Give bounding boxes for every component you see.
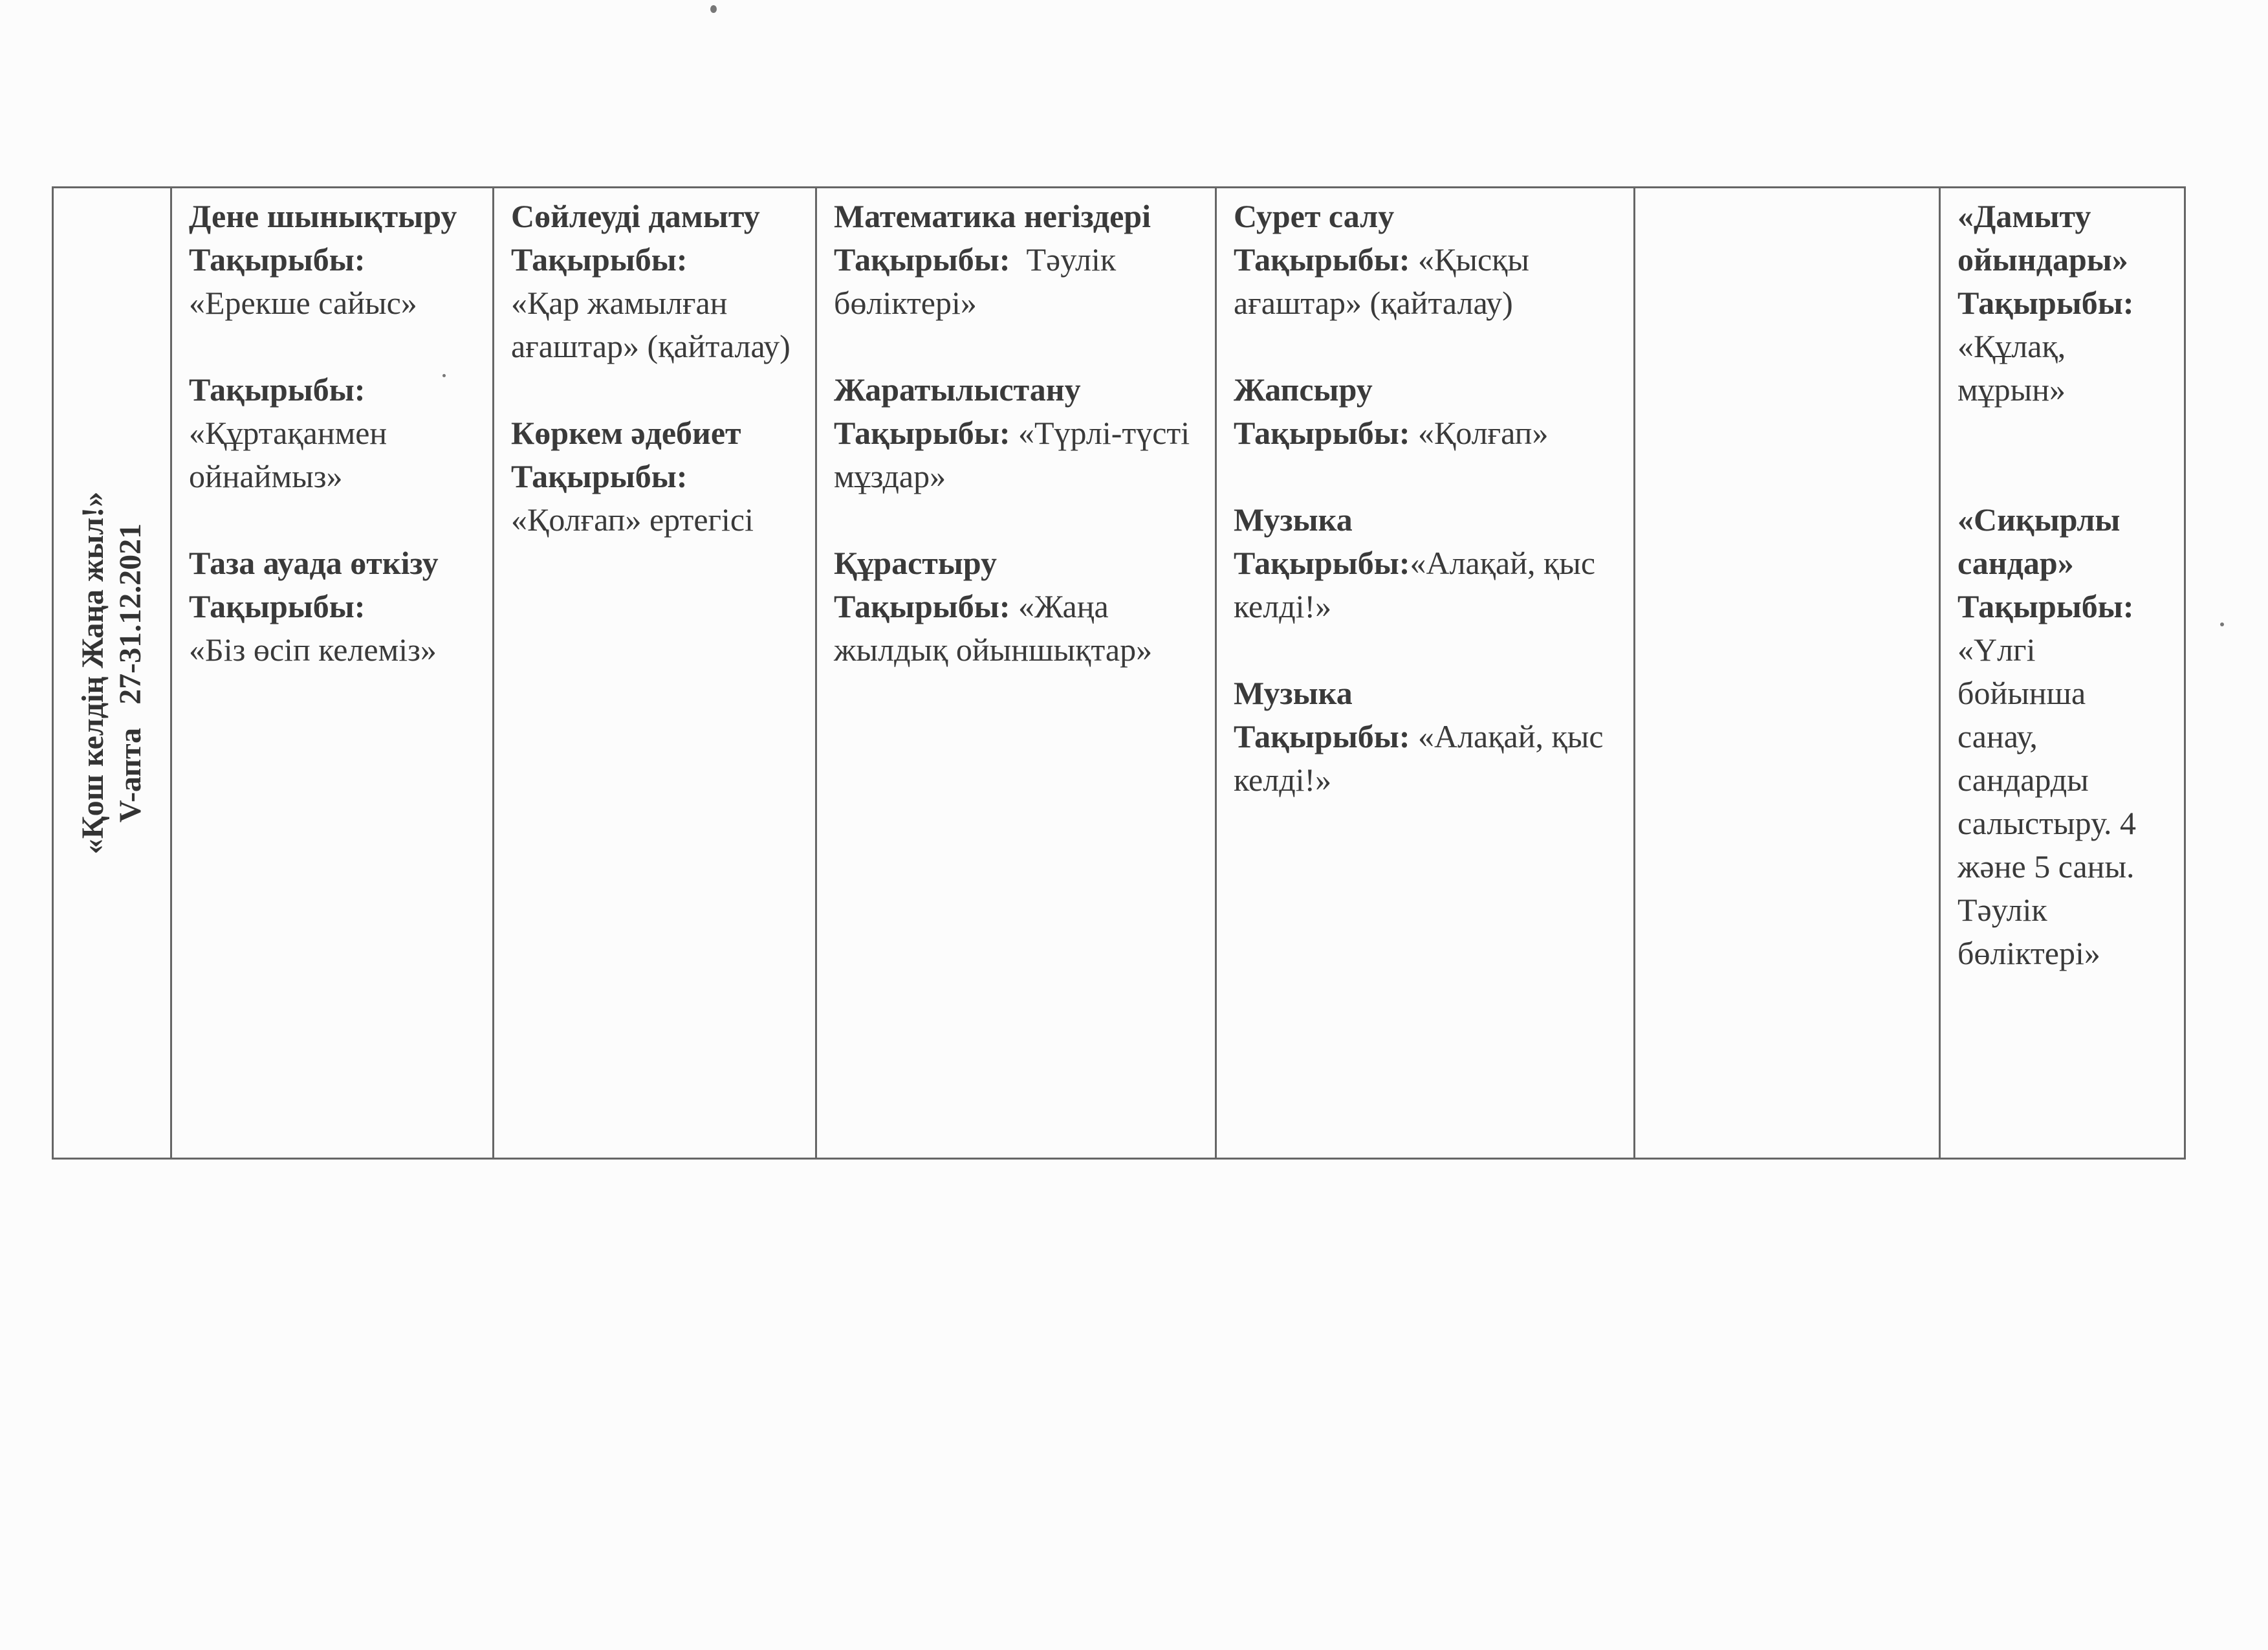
subject-name: Көркем әдебиет	[511, 415, 741, 451]
topic-label: Тақырыбы:	[189, 371, 365, 408]
topic-label: Тақырыбы:	[834, 415, 1010, 451]
day-cell-2	[494, 188, 816, 1159]
subject-name: Сурет салу	[1234, 198, 1395, 234]
subject-name: «Сиқырлы сандар»	[1957, 501, 2121, 581]
subject-name: «Дамыту ойындары»	[1957, 198, 2128, 278]
topic-label: Тақырыбы:	[834, 241, 1010, 278]
topic-label: Тақырыбы:	[189, 241, 365, 278]
lesson-block	[1957, 498, 2168, 975]
subject-name: Сөйлеуді дамыту	[511, 198, 760, 234]
week-label-cell	[53, 188, 171, 1159]
topic-label: Тақырыбы:	[189, 588, 365, 624]
scan-speck	[710, 5, 717, 13]
lesson-block	[1234, 498, 1618, 628]
topic-text: «Түрлі-түсті мұздар»	[834, 415, 1190, 494]
subject-name: Музыка	[1234, 501, 1353, 538]
topic-text: «Құртақанмен ойнаймыз»	[189, 415, 387, 494]
topic-text: «Жаңа жылдық ойыншықтар»	[834, 588, 1153, 668]
weekly-plan-table	[52, 186, 2186, 1160]
subject-name: Таза ауада өткізу	[189, 545, 439, 581]
lesson-block	[511, 412, 800, 542]
lesson-block	[834, 542, 1199, 672]
topic-text: «Алақай, қыс келді!»	[1234, 718, 1604, 798]
topic-label: Тақырыбы:	[1957, 285, 2134, 321]
topic-label: Тақырыбы:	[511, 241, 688, 278]
subject-name: Жапсыру	[1234, 371, 1373, 408]
topic-text: «Алақай, қыс келді!»	[1234, 545, 1596, 624]
topic-text: «Қолғап»	[1418, 415, 1549, 451]
lesson-block	[189, 368, 477, 498]
scan-speck	[2220, 622, 2224, 626]
topic-label: Тақырыбы:	[1234, 718, 1410, 754]
lesson-block	[1234, 195, 1618, 325]
topic-text: «Қар жамылған ағаштар» (қайталау)	[511, 285, 791, 364]
topic-text: «Қолғап» ертегісі	[511, 501, 754, 538]
subject-name: Математика негіздері	[834, 198, 1151, 234]
week-subtitle: V-апта 27-31.12.2021	[113, 523, 147, 823]
subject-name: Жаратылыстану	[834, 371, 1081, 408]
topic-label: Тақырыбы:	[834, 588, 1010, 624]
topic-label: Тақырыбы:	[1234, 545, 1410, 581]
topic-text: «Үлгі бойынша санау, сандарды салыстыру. 4 және 5 саны. Тәулік бөліктері»	[1957, 632, 2136, 971]
day-cell-6	[1940, 188, 2185, 1159]
lesson-block	[511, 195, 800, 368]
subject-name: Құрастыру	[834, 545, 998, 581]
topic-label: Тақырыбы:	[1234, 241, 1410, 278]
lesson-block	[834, 368, 1199, 498]
lesson-block	[189, 195, 477, 325]
topic-text: «Біз өсіп келеміз»	[189, 632, 437, 668]
topic-label: Тақырыбы:	[1234, 415, 1410, 451]
day-cell-5	[1635, 188, 1940, 1159]
week-label	[74, 492, 149, 854]
topic-text: «Ерекше сайыс»	[189, 285, 417, 321]
day-cell-4	[1216, 188, 1635, 1159]
subject-name: Дене шынықтыру	[189, 198, 457, 234]
topic-text: «Құлақ, мұрын»	[1957, 328, 2066, 408]
topic-label: Тақырыбы:	[511, 458, 688, 494]
day-cell-3	[816, 188, 1216, 1159]
day-cell-1	[171, 188, 494, 1159]
topic-label: Тақырыбы:	[1957, 588, 2134, 624]
topic-text: Тәулік бөліктері»	[834, 241, 1117, 321]
subject-name: Музыка	[1234, 675, 1353, 711]
lesson-block	[1957, 195, 2168, 412]
topic-text: «Қысқы ағаштар» (қайталау)	[1234, 241, 1530, 321]
lesson-block	[834, 195, 1199, 325]
lesson-block	[1234, 368, 1618, 455]
table-row	[53, 188, 2185, 1159]
lesson-block	[1234, 672, 1618, 802]
week-title: «Қош келдің Жаңа жыл!»	[76, 491, 110, 855]
lesson-block	[189, 542, 477, 672]
